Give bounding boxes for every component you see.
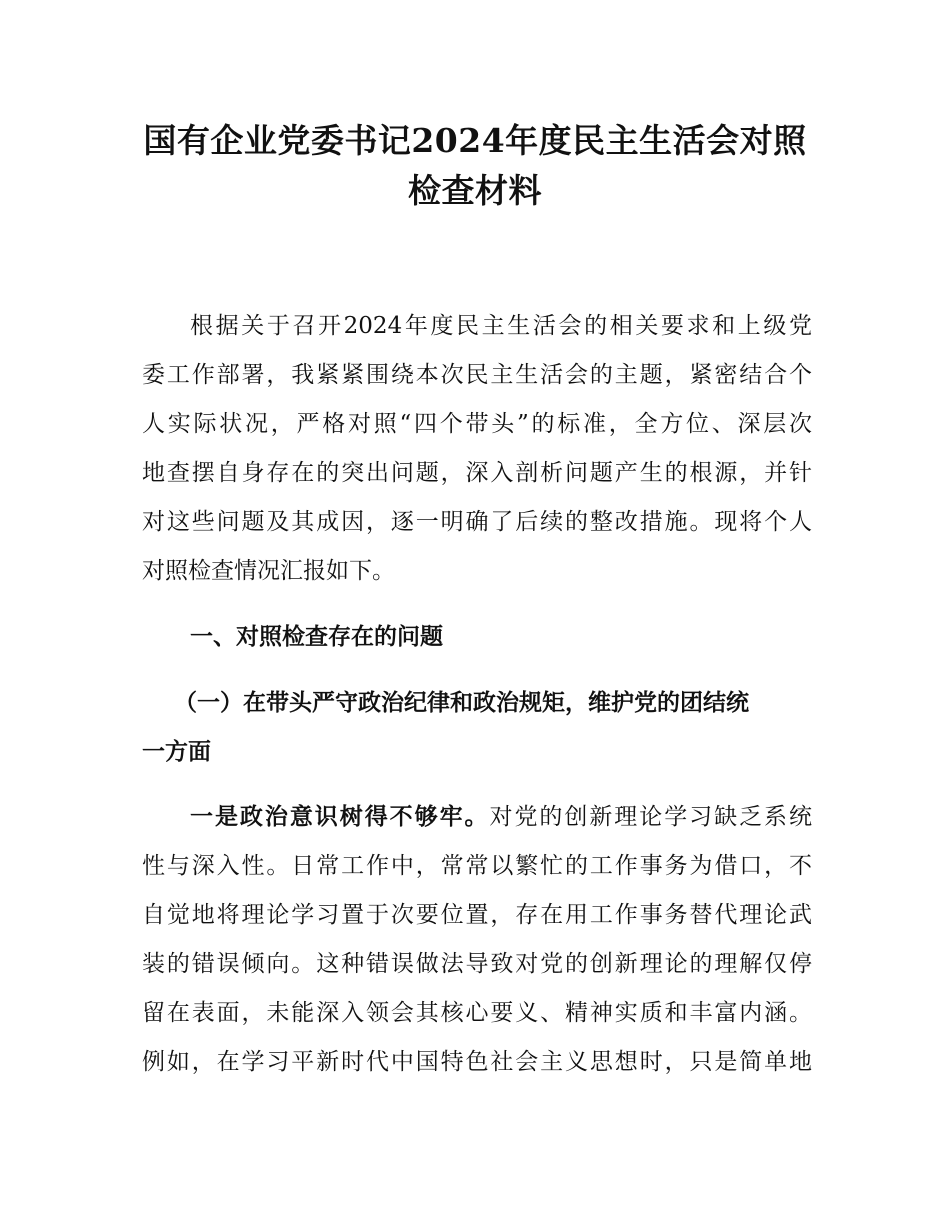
intro-line-2: 委工作部署，我紧紧围绕本次民主生活会的主题，紧密结合个 — [142, 362, 812, 388]
intro-line-1: 根据关于召开2024年度民主生活会的相关要求和上级党 — [190, 313, 812, 339]
intro-line-4: 地查摆自身存在的突出问题，深入剖析问题产生的根源，并针 — [142, 460, 812, 486]
document-title-line-2: 检查材料 — [408, 171, 542, 210]
point-1-line-3: 自觉地将理论学习置于次要位置，存在用工作事务替代理论武 — [142, 902, 812, 928]
point-1-line-6: 例如，在学习平新时代中国特色社会主义思想时，只是简单地 — [142, 1049, 812, 1075]
document-title-line-1: 国有企业党委书记2024年度民主生活会对照 — [143, 121, 807, 160]
point-1-line-5: 留在表面，未能深入领会其核心要义、精神实质和丰富内涵。 — [142, 1000, 812, 1026]
subsection-heading-1-line-2: 一方面 — [142, 739, 211, 765]
point-1-line-1 — [190, 802, 812, 832]
point-1-line-2: 性与深入性。日常工作中，常常以繁忙的工作事务为借口，不 — [142, 853, 812, 879]
point-1-lead: 一是政治意识树得不够牢。 — [190, 804, 490, 830]
point-1-line-1-text: 对党的创新理论学习缺乏系统 — [489, 804, 813, 830]
section-heading-1: 一、对照检查存在的问题 — [190, 624, 443, 650]
intro-line-3: 人实际状况，严格对照“四个带头”的标准，全方位、深层次 — [142, 411, 812, 437]
subsection-heading-1-line-1: （一）在带头严守政治纪律和政治规矩，维护党的团结统 — [174, 690, 749, 716]
intro-line-6: 对照检查情况汇报如下。 — [142, 558, 395, 584]
intro-line-5: 对这些问题及其成因，逐一明确了后续的整改措施。现将个人 — [142, 509, 812, 535]
point-1-line-4: 装的错误倾向。这种错误做法导致对党的创新理论的理解仅停 — [142, 951, 812, 977]
